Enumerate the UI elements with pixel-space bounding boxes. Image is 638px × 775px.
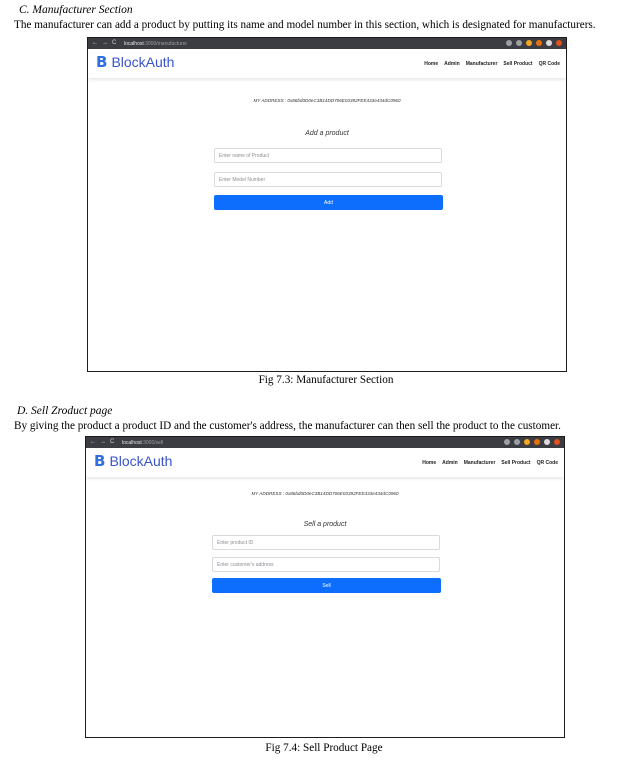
manufacturer-screenshot: [87, 37, 567, 372]
extension-icons: [504, 439, 560, 445]
nav-qr-code[interactable]: QR Code: [536, 460, 558, 466]
form-title: Add a product: [305, 130, 349, 137]
nav-home[interactable]: Home: [424, 61, 439, 67]
app-navbar: [86, 448, 564, 477]
blockauth-logo-icon: B: [96, 53, 108, 71]
brand-logo[interactable]: [94, 454, 172, 469]
product-name-input[interactable]: [214, 148, 442, 163]
figure-7-4-caption: Fig 7.4: Sell Product Page: [265, 742, 383, 754]
nav-manufacturer[interactable]: Manufacturer: [465, 61, 498, 67]
form-title: Sell a product: [303, 521, 347, 528]
browser-bar: [88, 38, 566, 49]
figure-7-3-caption: Fig 7.3: Manufacturer Section: [258, 374, 394, 386]
brand-logo[interactable]: [96, 55, 174, 70]
blockauth-logo-icon: B: [94, 452, 106, 470]
section-c-heading: C. Manufacturer Section: [19, 4, 133, 16]
model-number-input[interactable]: [214, 172, 442, 187]
address-bar[interactable]: localhost:3000/sell: [122, 440, 164, 446]
app-navbar: [88, 49, 566, 78]
browser-nav-icons: ←→C: [90, 439, 119, 445]
address-bar[interactable]: localhost:3000/manufacturer: [124, 41, 188, 47]
section-c-paragraph: The manufacturer can add a product by putting its name and model number in this section, which is designated for manufacturers.: [14, 19, 596, 31]
brand-name: BlockAuth: [111, 54, 175, 70]
nav-qr-code[interactable]: QR Code: [538, 61, 560, 67]
nav-admin[interactable]: Admin: [442, 460, 458, 466]
nav-manufacturer[interactable]: Manufacturer: [463, 460, 496, 466]
sell-product-screenshot: [85, 436, 565, 738]
customer-address-input[interactable]: [212, 557, 440, 572]
add-button[interactable]: Add: [214, 195, 443, 210]
extension-icons: [506, 40, 562, 46]
wallet-address: MY ADDRESS : 0x86bd0D0eC3B14DD706E03392FEE433e434dC0960: [251, 491, 399, 496]
nav-sell-product[interactable]: Sell Product: [503, 61, 533, 67]
product-id-input[interactable]: [212, 535, 440, 550]
nav-links: [424, 61, 560, 67]
nav-sell-product[interactable]: Sell Product: [501, 460, 531, 466]
browser-bar: [86, 437, 564, 448]
nav-home[interactable]: Home: [422, 460, 437, 466]
section-d-heading: D. Sell Zroduct page: [17, 405, 113, 417]
sell-button[interactable]: Sell: [212, 578, 441, 593]
brand-name: BlockAuth: [109, 453, 173, 469]
browser-nav-icons: ←→C: [92, 40, 121, 46]
section-d-paragraph: By giving the product a product ID and the customer's address, the manufacturer can then sell the product to the customer.: [14, 420, 561, 432]
nav-links: [422, 460, 558, 466]
wallet-address: MY ADDRESS : 0x86bd0D0eC3B14DD706E03392FEE433e434dC0960: [253, 98, 401, 103]
nav-admin[interactable]: Admin: [444, 61, 460, 67]
